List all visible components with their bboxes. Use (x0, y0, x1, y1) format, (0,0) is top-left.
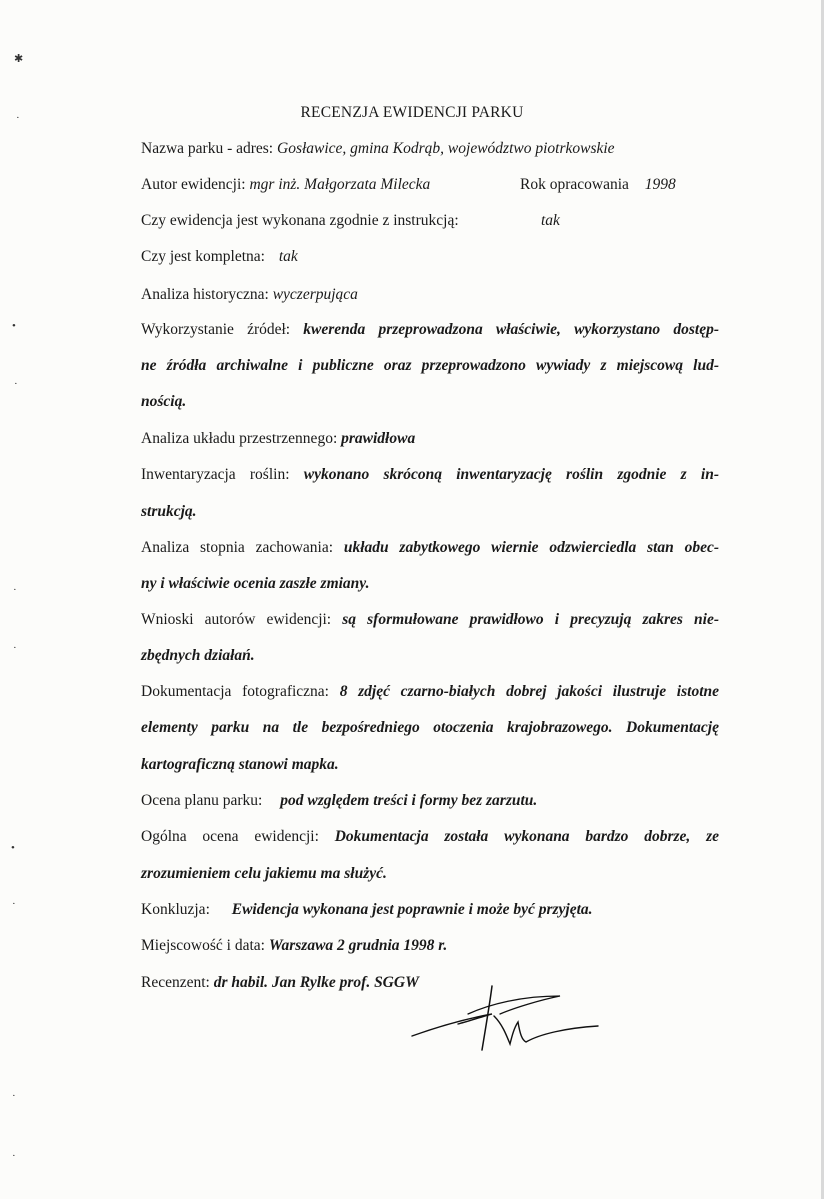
conclusions-line-1 (141, 610, 719, 630)
photo-value-2: elementy parku na tle bezpośredniego otoczenia krajobrazowego. Dokumentację (141, 719, 719, 736)
general-line-2 (141, 864, 387, 884)
historical-label: Analiza historyczna: (141, 286, 269, 303)
plan-value: pod względem treści i formy bez zarzutu. (280, 792, 538, 809)
scan-speck: ✱ (14, 53, 24, 65)
author-value: mgr inż. Małgorzata Milecka (249, 176, 431, 193)
scan-speck: • (12, 320, 16, 332)
scan-speck: · (14, 378, 18, 390)
author-label: Autor ewidencji: (141, 176, 246, 193)
inventory-label: Inwentaryzacja roślin: (141, 466, 290, 483)
place-date-label: Miejscowość i data: (141, 937, 265, 954)
general-line-1 (141, 827, 719, 847)
conclusions-value-2: zbędnych działań. (141, 647, 255, 664)
plan-label: Ocena planu parku: (141, 792, 263, 809)
compliance-line (141, 211, 459, 231)
author-line (141, 175, 430, 195)
complete-value: tak (278, 248, 298, 265)
conclusion-label: Konkluzja: (141, 901, 210, 918)
scan-speck: · (13, 584, 17, 596)
sources-value-3: nością. (141, 393, 187, 410)
photo-label: Dokumentacja fotograficzna: (141, 683, 329, 700)
inventory-line-1 (141, 465, 719, 485)
scan-speck: · (12, 898, 16, 910)
inventory-value-1: wykonano skróconą inwentaryzację roślin zgodnie z in- (303, 466, 720, 483)
park-name-value: Gosławice, gmina Kodrąb, województwo piotrkowskie (277, 140, 615, 157)
preservation-line-2 (141, 574, 369, 594)
compliance-value: tak (541, 212, 560, 229)
scan-speck: · (13, 642, 17, 654)
sources-value-2: ne źródła archiwalne i publiczne oraz przeprowadzono wywiady z miejscową lud- (141, 357, 719, 374)
general-value-1: Dokumentacja została wykonana bardzo dobrze, ze (334, 828, 719, 845)
conclusions-value-1: są sformułowane prawidłowo i precyzują zakres nie- (342, 611, 720, 628)
photo-value-1: 8 zdjęć czarno-białych dobrej jakości ilustruje istotne (339, 683, 720, 700)
conclusions-line-2 (141, 646, 255, 666)
general-label: Ogólna ocena ewidencji: (141, 828, 319, 845)
scan-speck: · (16, 112, 20, 124)
scan-speck: · (12, 1150, 16, 1162)
year-line (520, 175, 676, 195)
photo-line-3 (141, 755, 339, 775)
photo-line-1 (141, 682, 719, 702)
reviewer-label: Recenzent: (141, 974, 210, 991)
complete-label: Czy jest kompletna: (141, 248, 265, 265)
handwritten-signature (410, 978, 600, 1058)
conclusion-value: Ewidencja wykonana jest poprawnie i może być przyjęta. (231, 901, 593, 918)
conclusion-line (141, 900, 593, 920)
photo-line-2 (141, 718, 719, 738)
place-date-line (141, 936, 447, 956)
year-value: 1998 (644, 176, 676, 193)
preservation-value-1: układu zabytkowego wiernie odzwierciedla stan obec- (343, 539, 719, 556)
year-label: Rok opracowania (520, 176, 629, 193)
layout-label: Analiza układu przestrzennego: (141, 430, 338, 447)
inventory-line-2 (141, 502, 197, 522)
plan-line (141, 791, 537, 811)
park-name-line (141, 139, 615, 159)
photo-value-3: kartograficzną stanowi mapka. (141, 756, 339, 773)
historical-value: wyczerpująca (272, 286, 358, 303)
sources-line-2 (141, 356, 719, 376)
inventory-value-2: strukcją. (141, 503, 197, 520)
conclusions-label: Wnioski autorów ewidencji: (141, 611, 332, 628)
sources-line-3 (141, 392, 186, 412)
preservation-value-2: ny i właściwie ocenia zaszłe zmiany. (141, 575, 370, 592)
preservation-label: Analiza stopnia zachowania: (141, 539, 334, 556)
sources-value-1: kwerenda przeprowadzona właściwie, wykorzystano dostęp- (303, 321, 719, 338)
preservation-line-1 (141, 538, 719, 558)
compliance-value-wrap (541, 211, 560, 231)
layout-line (141, 429, 415, 449)
scan-speck: • (11, 842, 15, 854)
reviewer-line (141, 973, 419, 993)
document-title: RECENZJA EWIDENCJI PARKU (300, 104, 524, 121)
scan-speck: · (12, 1090, 16, 1102)
layout-value: prawidłowa (341, 430, 416, 447)
reviewer-value: dr habil. Jan Rylke prof. SGGW (213, 974, 419, 991)
historical-line (141, 285, 358, 305)
place-date-value: Warszawa 2 grudnia 1998 r. (268, 937, 448, 954)
general-value-2: zrozumieniem celu jakiemu ma służyć. (141, 865, 387, 882)
sources-label: Wykorzystanie źródeł: (141, 321, 291, 338)
compliance-label: Czy ewidencja jest wykonana zgodnie z instrukcją: (141, 212, 459, 229)
complete-line (141, 247, 298, 267)
sources-line-1 (141, 320, 719, 340)
park-name-label: Nazwa parku - adres: (141, 140, 274, 157)
